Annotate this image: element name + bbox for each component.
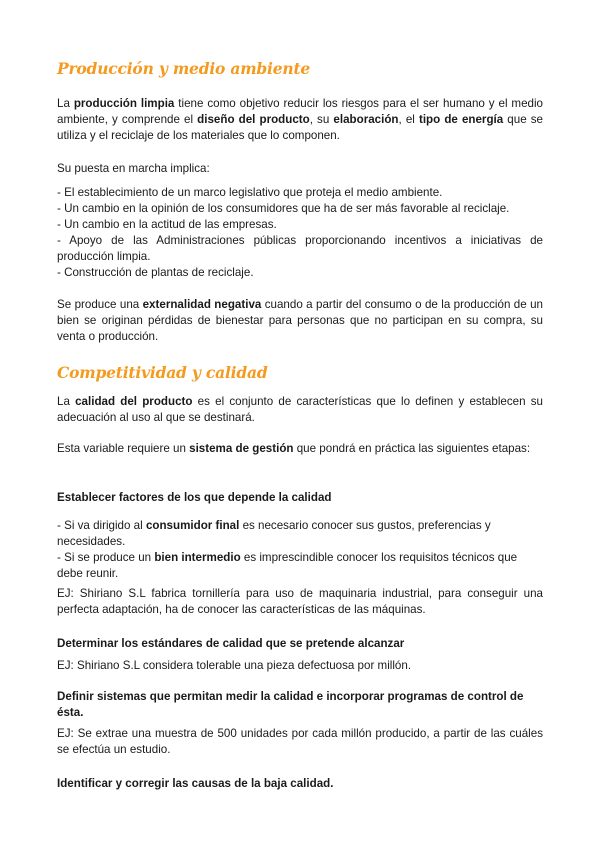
bold-term: tipo de energía [418, 113, 504, 126]
step-title: Establecer factores de los que depende la calidad [57, 491, 332, 504]
text: La [57, 97, 74, 110]
example-paragraph: EJ: Shiriano S.L considera tolerable una pieza defectuosa por millón. [57, 659, 412, 672]
text: La [57, 395, 76, 408]
list-item: - Construcción de plantas de reciclaje. [57, 266, 254, 279]
list-item: - Un cambio en la actitud de las empresas. [57, 218, 277, 231]
text: , el [398, 113, 419, 126]
bold-term: bien intermedio [154, 551, 241, 564]
step-title: Definir sistemas que permitan medir la calidad e incorporar programas de control de ésta. [57, 690, 524, 719]
text: tiene como objetivo reducir los riesgos para el ser humano y el medio ambiente, y comprende el [57, 97, 544, 126]
bold-term: calidad del producto [75, 395, 193, 408]
bold-term: producción limpia [73, 97, 175, 110]
text: - Si va dirigido al [57, 519, 146, 532]
text: Esta variable requiere un [57, 442, 190, 455]
text: que pondrá en práctica las siguientes etapas: [293, 442, 531, 455]
text: que se utiliza y el reciclaje de los materiales que lo componen. [57, 113, 544, 142]
list-item: - Apoyo de las Administraciones públicas proporcionando incentivos a iniciativas de producción limpia. [57, 234, 543, 263]
section-heading-produccion: Producción y medio ambiente [57, 59, 311, 78]
list-item [57, 518, 527, 550]
step-title: Determinar los estándares de calidad que se pretende alcanzar [57, 637, 405, 650]
text: , su [309, 113, 334, 126]
text: es imprescindible conocer los requisitos técnicos que debe reunir. [57, 551, 518, 580]
paragraph-externalidad [57, 297, 543, 345]
step-title: Identificar y corregir las causas de la baja calidad. [57, 777, 334, 790]
text: Se produce una [57, 298, 143, 311]
bold-term: consumidor final [145, 519, 240, 532]
text: es el conjunto de características que lo definen y establecen su adecuación al uso al que se destinará. [57, 395, 543, 424]
list-item: - El establecimiento de un marco legislativo que proteja el medio ambiente. [57, 186, 443, 199]
paragraph-puesta-en-marcha: Su puesta en marcha implica: [57, 162, 210, 175]
implications-list [57, 185, 543, 281]
paragraph-sistema-gestion [57, 441, 543, 457]
bold-term: diseño del producto [197, 113, 310, 126]
list-item [57, 550, 527, 582]
list-item: - Un cambio en la opinión de los consumidores que ha de ser más favorable al reciclaje. [57, 202, 510, 215]
paragraph-calidad-producto [57, 394, 543, 426]
bold-term: sistema de gestión [189, 442, 294, 455]
bold-term: externalidad negativa [142, 298, 262, 311]
step1-bullets [57, 518, 527, 582]
paragraph-produccion-limpia [57, 96, 543, 144]
bold-term: elaboración [333, 113, 399, 126]
example-paragraph: EJ: Se extrae una muestra de 500 unidades por cada millón producido, a partir de las cuáles se efectúa un estudio. [57, 727, 543, 756]
text: es necesario conocer sus gustos, preferencias y necesidades. [57, 519, 491, 548]
example-paragraph: EJ: Shiriano S.L fabrica tornillería para uso de maquinaria industrial, para conseguir una perfecta adaptación, ha de conocer las características de las máquinas. [57, 587, 543, 616]
text: - Si se produce un [57, 551, 155, 564]
text: cuando a partir del consumo o de la producción de un bien se originan pérdidas de bienestar para personas que no participan en su compra, su venta o producción. [57, 298, 543, 343]
section-heading-competitividad: Competitividad y calidad [57, 363, 268, 382]
